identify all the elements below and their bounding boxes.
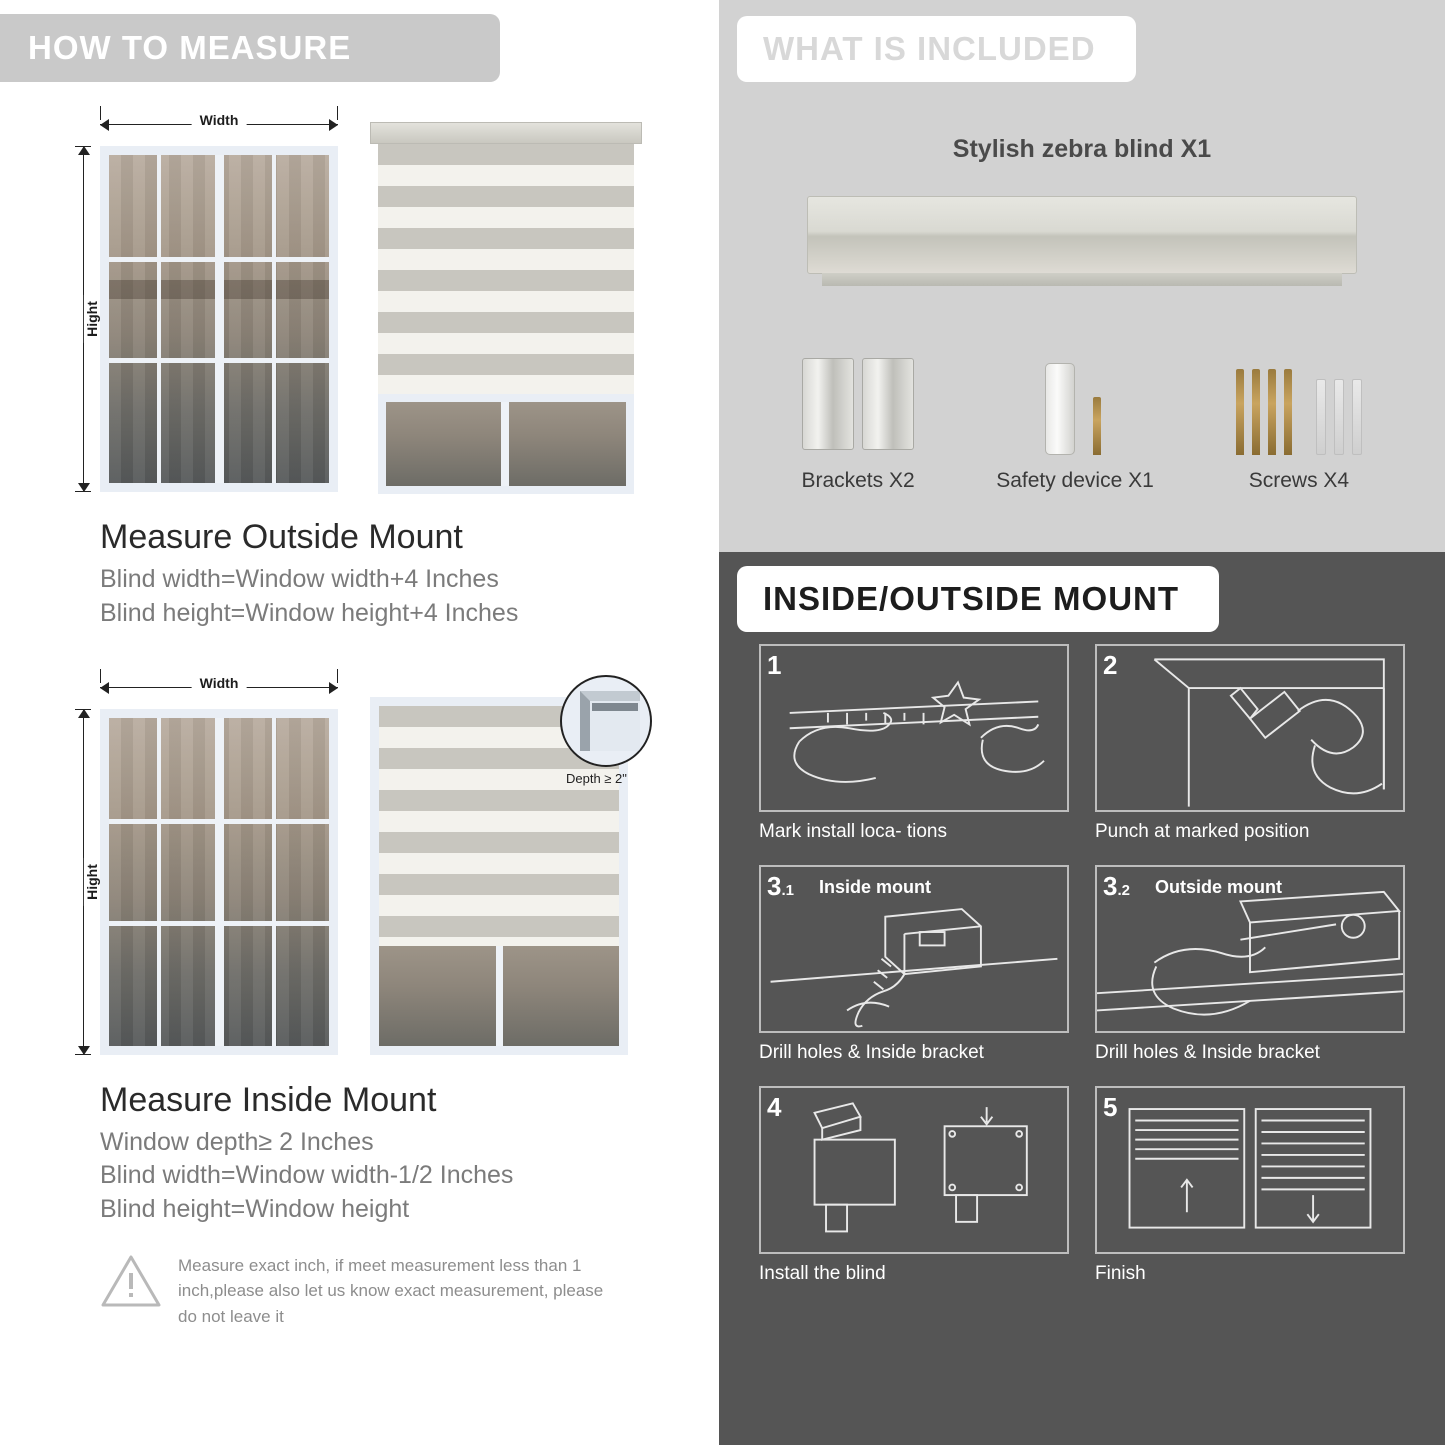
inside-width-dimension bbox=[100, 675, 338, 701]
inside-mount-heading: Measure Inside Mount bbox=[100, 1080, 437, 1119]
depth-callout bbox=[560, 675, 700, 795]
step-card-3-1 bbox=[759, 865, 1069, 1064]
part-safety-device-label: Safety device X1 bbox=[996, 469, 1154, 492]
inside-outside-mount-title: INSIDE/OUTSIDE MOUNT bbox=[763, 580, 1180, 617]
inside-mount-line-1: Window depth≥ 2 Inches bbox=[100, 1127, 374, 1156]
parts-row bbox=[759, 358, 1405, 493]
bracket-icon bbox=[798, 358, 918, 455]
step-5-number: 5 bbox=[1103, 1092, 1118, 1122]
depth-label: Depth ≥ 2" bbox=[566, 770, 627, 786]
step-card-2 bbox=[1095, 644, 1405, 843]
warning-triangle-icon bbox=[100, 1253, 162, 1314]
step-2-number: 2 bbox=[1103, 650, 1118, 680]
step-2-illustration bbox=[1095, 644, 1405, 812]
step-card-3-2 bbox=[1095, 865, 1405, 1064]
step-4-caption: Install the blind bbox=[759, 1263, 886, 1284]
inside-mount-diagram bbox=[0, 675, 712, 1075]
inside-mount-line-2: Blind width=Window width-1/2 Inches bbox=[100, 1161, 514, 1190]
steps-grid bbox=[759, 644, 1405, 1285]
inside-width-label: Width bbox=[199, 674, 239, 691]
step-card-4 bbox=[759, 1086, 1069, 1285]
how-to-measure-panel bbox=[0, 0, 712, 1445]
step-5-caption: Finish bbox=[1095, 1263, 1146, 1284]
part-screws bbox=[1232, 369, 1366, 493]
step-card-1 bbox=[759, 644, 1069, 843]
step-3-1-number: 3.1 bbox=[767, 871, 794, 901]
window-photo-inside bbox=[100, 709, 338, 1055]
part-brackets bbox=[798, 358, 918, 493]
outside-mount-line-1: Blind width=Window width+4 Inches bbox=[100, 565, 499, 593]
outside-mount-heading: Measure Outside Mount bbox=[100, 518, 463, 556]
screws-icon bbox=[1232, 369, 1366, 455]
outside-height-label: Hight bbox=[83, 301, 100, 337]
inside-mount-line-3: Blind height=Window height bbox=[100, 1195, 410, 1223]
step-1-illustration bbox=[759, 644, 1069, 812]
measure-note-text: Measure exact inch, if meet measurement less than 1 inch,please also let us know exact measurement, please do not leave it bbox=[178, 1255, 604, 1326]
measure-note bbox=[0, 1253, 712, 1330]
step-1-caption: Mark install loca- tions bbox=[759, 821, 947, 842]
safety-device-icon bbox=[996, 363, 1154, 455]
what-is-included-banner bbox=[737, 16, 1136, 82]
inside-height-label: Hight bbox=[83, 863, 100, 900]
outside-mount-line-2: Blind height=Window height+4 Inches bbox=[100, 598, 519, 627]
step-4-number: 4 bbox=[767, 1092, 782, 1122]
step-3-1-caption: Drill holes & Inside bracket bbox=[759, 1042, 984, 1063]
step-3-2-number: 3.2 bbox=[1103, 871, 1130, 901]
outside-width-dimension bbox=[100, 112, 338, 138]
outside-mount-text bbox=[0, 518, 712, 631]
step-4-illustration bbox=[759, 1086, 1069, 1254]
blind-outside-mount bbox=[370, 122, 642, 494]
step-3-1-inline-label: Inside mount bbox=[819, 877, 931, 897]
outside-width-label: Width bbox=[199, 112, 239, 128]
part-screws-label: Screws X4 bbox=[1248, 469, 1350, 492]
step-5-illustration bbox=[1095, 1086, 1405, 1254]
product-title: Stylish zebra blind X1 bbox=[952, 135, 1212, 163]
what-is-included-title: WHAT IS INCLUDED bbox=[763, 30, 1096, 67]
step-2-caption: Punch at marked position bbox=[1095, 821, 1310, 842]
inside-outside-mount-panel bbox=[719, 552, 1445, 1445]
step-1-number: 1 bbox=[767, 650, 782, 680]
how-to-measure-banner bbox=[0, 14, 500, 82]
step-3-2-illustration bbox=[1095, 865, 1405, 1033]
step-3-2-caption: Drill holes & Inside bracket bbox=[1095, 1042, 1320, 1063]
inside-mount-text bbox=[0, 1081, 712, 1227]
inside-outside-mount-banner bbox=[737, 566, 1219, 632]
part-brackets-label: Brackets X2 bbox=[801, 469, 915, 492]
step-card-5 bbox=[1095, 1086, 1405, 1285]
outside-mount-diagram bbox=[0, 112, 712, 512]
how-to-measure-title: HOW TO MEASURE bbox=[28, 29, 352, 66]
zebra-blind-headrail bbox=[807, 196, 1357, 274]
step-3-1-illustration bbox=[759, 865, 1069, 1033]
step-3-2-inline-label: Outside mount bbox=[1155, 877, 1282, 897]
window-photo-outside bbox=[100, 146, 338, 492]
what-is-included-panel bbox=[719, 0, 1445, 552]
part-safety-device bbox=[996, 363, 1154, 493]
